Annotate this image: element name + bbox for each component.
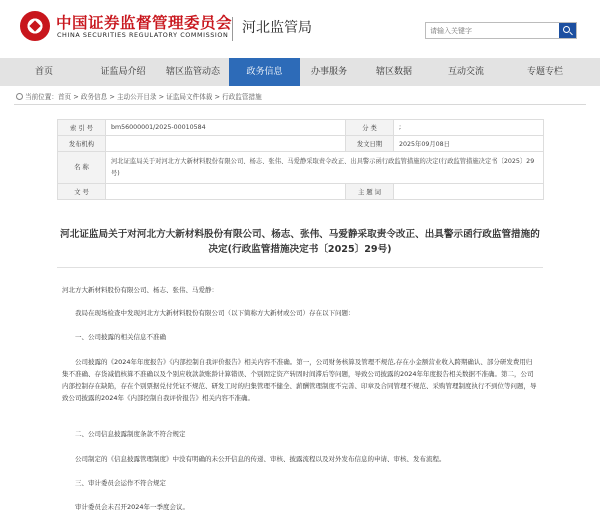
nav-gov-info[interactable]: 政务信息	[229, 58, 300, 86]
search-input[interactable]	[430, 24, 556, 37]
breadcrumb-divider	[14, 104, 586, 105]
document-info-table	[57, 119, 544, 200]
article-addressee: 河北方大新材料股份有限公司、杨志、张伟、马爱静：	[62, 286, 218, 294]
index-label: 索 引 号	[58, 120, 106, 136]
docno-value	[106, 184, 346, 200]
main-nav	[0, 58, 600, 86]
article-intro: 我局在现场检查中发现河北方大新材料股份有限公司（以下简称方大新材或公司）存在以下问题：	[75, 309, 355, 317]
category-label: 分 类	[346, 120, 394, 136]
table-row	[58, 136, 544, 152]
nav-regional-news[interactable]: 辖区监管动态	[165, 67, 220, 77]
table-row	[58, 120, 544, 136]
bureau-name: 河北监管局	[242, 20, 312, 36]
section1-body: 公司披露的《2024年年度报告》《内部控制自我评价报告》相关内容不准确。第一，公司财务核算及管理不规范,存在小金额营业收入跨期确认、部分研发费用归集不准确、存货减值核算不准确以及个别应收款款账龄计算错误、个别固定资产转固时间滞后等问题，导致公司披露的2024年年度报告相关数据不准确。第二，公司内部控制存在缺陷，存在个别票据兑付凭证不规范、研发工时的归集管理不健全、薪酬管理制度不完善、印章及合同管理不规范、采购管理制度执行不到位等问题，导致公司披露的2024年《内部控制自我评价报告》相关内容不准确。	[62, 358, 537, 402]
date-value: 2025年09月08日	[394, 136, 544, 152]
docno-label: 文 号	[58, 184, 106, 200]
location-icon	[16, 93, 23, 100]
nav-bureau-intro[interactable]: 证监局介绍	[100, 67, 146, 77]
nav-interaction[interactable]: 互动交流	[447, 67, 484, 77]
table-row	[58, 152, 544, 184]
search-button[interactable]	[559, 23, 576, 38]
subject-label: 主 题 词	[346, 184, 394, 200]
nav-regional-data[interactable]: 辖区数据	[375, 67, 412, 77]
subject-value	[394, 184, 544, 200]
search-icon	[563, 26, 570, 33]
article-divider	[57, 267, 543, 268]
article-title: 河北证监局关于对河北方大新材料股份有限公司、杨志、张伟、马爱静采取责令改正、出具警示函行政监管措施的决定(行政监管措施决定书〔2025〕29号)	[60, 229, 540, 255]
name-value: 河北证监局关于对河北方大新材料股份有限公司、杨志、张伟、马爱静采取责令改正、出具警示函行政监管措施的决定(行政监管措施决定书〔2025〕29号)	[106, 152, 544, 184]
nav-services[interactable]: 办事服务	[310, 67, 347, 77]
section2-title: 二、公司信息披露制度条款不符合规定	[75, 430, 186, 438]
issuer-value	[106, 136, 346, 152]
nav-home[interactable]: 首页	[34, 67, 53, 77]
section2-body: 公司制定的《信息披露管理制度》中没有明确的未公开信息的传递、审核、披露流程以及对外发布信息的申请、审核、发布流程。	[75, 455, 446, 463]
site-title-cn[interactable]: 中国证券监督管理委员会	[56, 14, 233, 32]
search-box	[425, 22, 577, 39]
category-value: ;	[394, 120, 544, 136]
section1-title: 一、公司披露的相关信息不准确	[75, 333, 166, 341]
issuer-label: 发布机构	[58, 136, 106, 152]
date-label: 发文日期	[346, 136, 394, 152]
section3-body: 审计委员会未召开2024年一季度会议。	[75, 503, 190, 511]
site-title-en: CHINA SECURITIES REGULATORY COMMISSION	[57, 31, 229, 39]
breadcrumb-text[interactable]: 当前位置：首页 > 政务信息 > 主动公开目录 > 证监局文件体裁 > 行政监管措施	[25, 93, 262, 101]
nav-special-topics[interactable]: 专题专栏	[526, 67, 563, 77]
index-value: bm56000001/2025-00010584	[106, 120, 346, 136]
name-label: 名 称	[58, 152, 106, 184]
section3-title: 三、审计委员会运作不符合规定	[75, 479, 166, 487]
site-header	[0, 0, 600, 58]
header-divider	[232, 17, 233, 41]
table-row	[58, 184, 544, 200]
csrc-emblem-icon[interactable]	[20, 11, 50, 41]
breadcrumb	[16, 91, 262, 103]
